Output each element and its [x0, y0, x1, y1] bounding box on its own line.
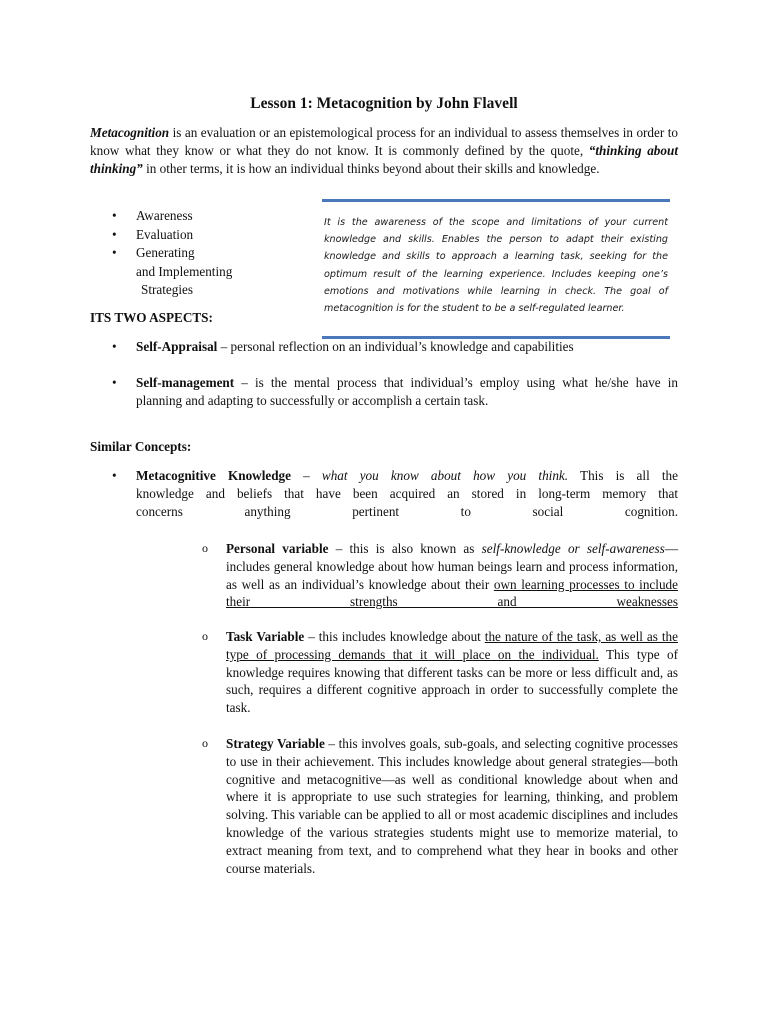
aspects-heading: ITS TWO ASPECTS:	[90, 310, 213, 325]
intro-term: Metacognition	[90, 125, 170, 140]
bullet-icon: •	[112, 226, 117, 242]
callout-text: It is the awareness of the scope and limitations of your current knowledge and skills. Enables the person to adapt their existing knowledge and skills to approach a learning task, seeking for the optimum result of the learning experience. Includes keeping one’s emotions and motivations while learning in check. The goal of metacognition is for the student to be a self-regulated learner.	[324, 217, 668, 315]
variable-term: Task Variable	[226, 629, 305, 644]
bullet-icon: •	[112, 208, 117, 223]
similar-concepts-heading: Similar Concepts:	[90, 439, 192, 454]
intro-paragraph	[90, 124, 678, 177]
aspect-term: Self-management	[136, 375, 235, 390]
callout-box	[322, 199, 670, 339]
aspect-text: – is the mental process that individual’s employ using what he/she have in planning and adapting to successfully or accomplish a certain task.	[136, 375, 678, 409]
concept-term: Metacognitive Knowledge	[136, 468, 291, 483]
circle-bullet-icon: o	[202, 736, 208, 750]
strategy-variable-item: o Strategy Variable – this involves goals, sub-goals, and selecting cognitive processes to use in their achievement. This includes knowledge about general strategies—both cognitive and metacognitive—as well as conditional knowledge about when and where it is appropriate to use such strategies for learning, thinking, and problem solving. This variable can be applied to all or most academic disciplines and includes knowledge of the various strategies students might use to memorize material, to extract meaning from text, and to comprehend what they hear in books and other course materials.	[202, 736, 678, 876]
aspect-self-appraisal	[112, 338, 678, 356]
metacognitive-knowledge-item: • Metacognitive Knowledge – what you know about how you think. This is all the knowledge and beliefs that have been acquired an stored in long-term memory that concerns anything pertinent to social cognition.	[112, 468, 679, 520]
bullet-icon: •	[112, 468, 117, 483]
list-item: • Evaluation	[112, 226, 232, 245]
bullet-icon: •	[112, 339, 117, 354]
concept-italic: what you know about how you think.	[321, 468, 569, 483]
intro-quote: “thinking about thinking”	[90, 142, 678, 176]
bullet-icon: •	[112, 375, 117, 390]
list-item-continuation: Strategies	[141, 282, 194, 297]
personal-variable-item: o Personal variable – this is also known as self-knowledge or self-awareness—includes general knowledge about how human beings learn and process information, as well as an individual’s knowledge about their own learning processes to include their strengths and weaknesses	[202, 541, 678, 610]
circle-bullet-icon: o	[202, 541, 208, 555]
page-title: Lesson 1: Metacognition by John Flavell	[250, 95, 518, 112]
list-item-continuation: and Implementing	[136, 263, 233, 279]
intro-text-1: is an evaluation or an epistemological process for an individual to assess themselves in order to know what they know or what they do not know. It is commonly defined by the quote,	[90, 125, 678, 158]
list-item: • Awareness	[112, 207, 232, 226]
aspect-text: – personal reflection on an individual’s knowledge and capabilities	[217, 339, 574, 354]
variable-term: Personal variable	[226, 541, 329, 556]
circle-bullet-icon: o	[202, 629, 208, 643]
aspect-self-management	[112, 374, 678, 410]
list-item: • Generating	[112, 244, 232, 263]
intro-text-2: in other terms, it is how an individual thinks beyond about their skills and knowledge.	[142, 160, 600, 176]
aspect-term: Self-Appraisal	[136, 339, 218, 354]
task-variable-item: o Task Variable – this includes knowledge about the nature of the task, as well as the type of processing demands that it will place on the individual. This type of knowledge requires knowing that different tasks can be more or less difficult and, as such, requires a different cognitive approach in order to successfully complete the task.	[202, 629, 678, 716]
variable-term: Strategy Variable	[226, 736, 325, 751]
bullet-icon: •	[112, 245, 117, 260]
aspects-bullet-list	[112, 207, 232, 300]
